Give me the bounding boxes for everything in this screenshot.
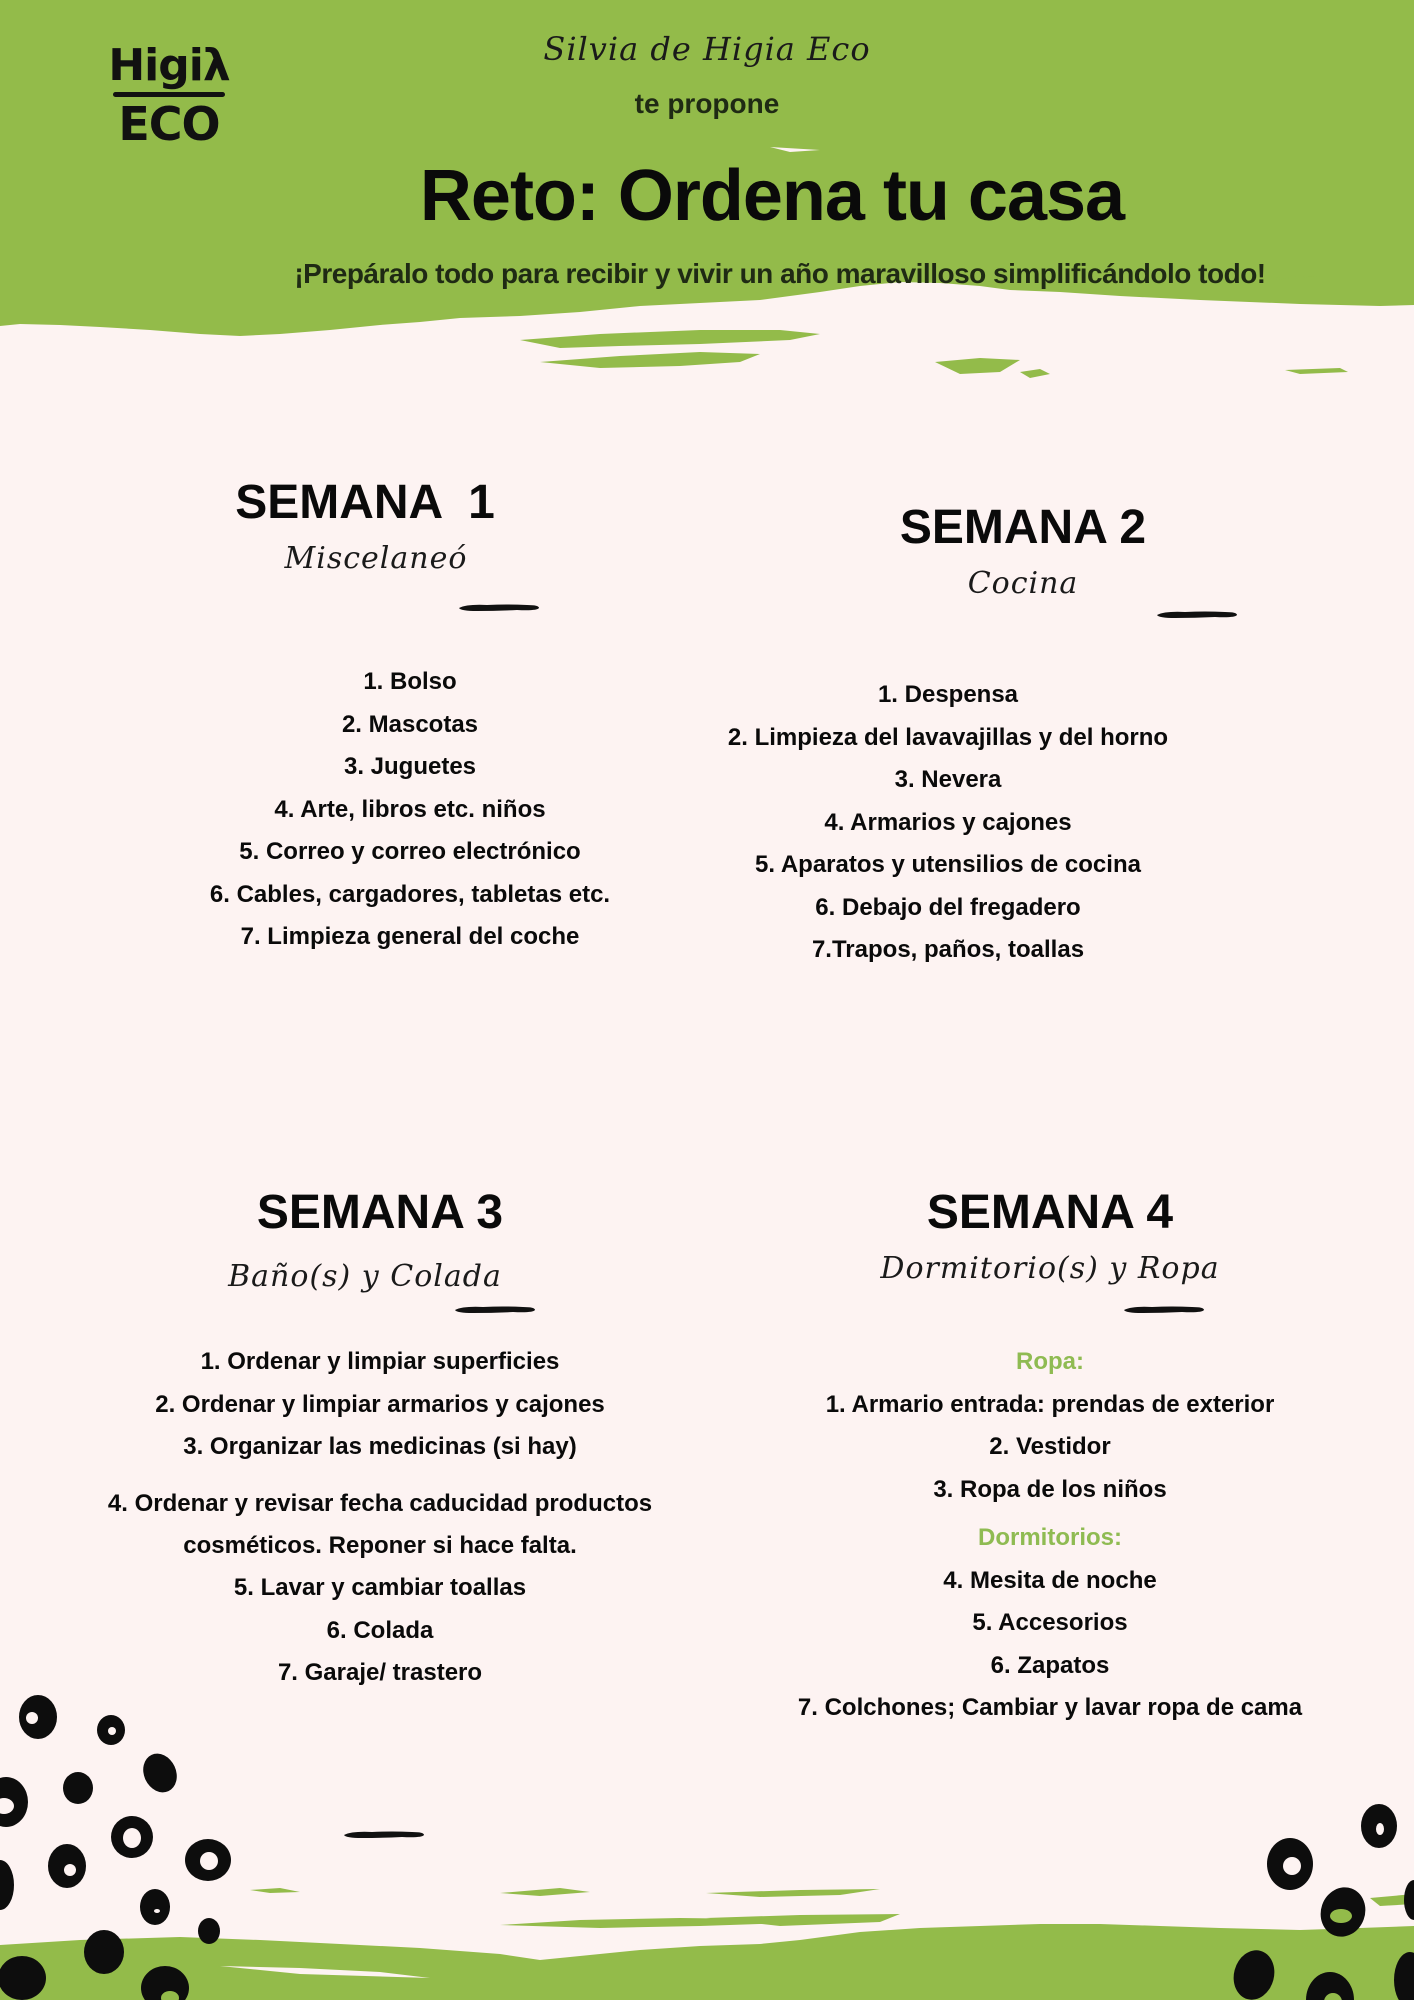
list-item: 1. Armario entrada: prendas de exterior [825,1390,1275,1418]
list-item: 3. Ropa de los niños [933,1475,1167,1503]
author-line [0,30,1414,68]
list-item: 6. Colada [326,1616,434,1644]
list-item: 4. Mesita de noche [943,1566,1157,1594]
list-item: 3. Nevera [894,766,1002,793]
category-heading-dormitorios: Dormitorios: [978,1524,1122,1551]
brush-divider [453,1305,537,1314]
brush-divider [1122,1305,1206,1314]
week-1-list [160,661,660,959]
week-4-title: SEMANA 4 [926,1186,1174,1239]
week-2-section [727,500,1348,972]
week-3-subtitle: Baño(s) y Colada [228,1259,502,1294]
page-title: Reto: Ordena tu casa [419,156,1125,236]
list-item: 6. Debajo del fregadero [815,893,1081,921]
brush-divider [457,603,541,612]
list-item: 2. Vestidor [989,1433,1111,1460]
logo-text-eco: ECO [118,97,220,151]
list-item: 4. Armarios y cajones [824,808,1072,836]
author-name: Silvia de Higia Eco [543,30,871,68]
list-item-continued: cosméticos. Reponer si hace falta. [183,1531,577,1559]
week-3-section [80,1185,680,1695]
logo-text-higia: Higiλ [108,40,230,91]
week-4-section [780,1185,1320,1730]
week-1-section [160,475,660,959]
week-2-list [698,674,1198,972]
list-item: 1. Despensa [877,681,1019,708]
list-item: 4. Ordenar y revisar fecha caducidad productos [107,1489,653,1517]
category-heading-ropa: Ropa: [1016,1348,1084,1375]
week-2-title: SEMANA 2 [899,501,1147,554]
week-3-list [80,1341,680,1695]
list-item: 5. Correo y correo electrónico [239,838,581,865]
list-item: 7.Trapos, paños, toallas [811,936,1085,963]
list-item: 3. Organizar las medicinas (si hay) [183,1433,577,1460]
page-subtitle: ¡Prepáralo todo para recibir y vivir un año maravilloso simplificándolo todo! [294,258,1266,289]
list-item: 7. Colchones; Cambiar y lavar ropa de cama [797,1694,1303,1721]
week-4-list [780,1341,1320,1730]
list-item: 7. Garaje/ trastero [277,1659,483,1686]
list-item: 5. Accesorios [972,1609,1128,1636]
week-1-title: SEMANA 1 [235,476,495,529]
brush-divider [1155,610,1239,619]
list-item: 2. Ordenar y limpiar armarios y cajones [155,1390,605,1418]
list-item: 1. Ordenar y limpiar superficies [200,1348,560,1375]
propone-text: te propone [634,88,780,119]
list-item: 1. Bolso [363,668,457,695]
list-item: 4. Arte, libros etc. niños [274,795,546,823]
week-1-subtitle: Miscelaneó [284,541,468,576]
list-item: 2. Mascotas [341,710,479,738]
list-item: 6. Zapatos [990,1651,1110,1679]
list-item: 2. Limpieza del lavavajillas y del horno [727,723,1169,751]
week-2-subtitle: Cocina [967,566,1079,601]
list-item: 5. Aparatos y utensilios de cocina [755,851,1141,878]
brush-divider-bottom [342,1830,426,1839]
list-item: 6. Cables, cargadores, tabletas etc. [209,880,611,908]
week-4-subtitle: Dormitorio(s) y Ropa [880,1251,1220,1286]
list-item: 3. Juguetes [343,753,477,780]
list-item: 7. Limpieza general del coche [240,923,580,950]
week-3-title: SEMANA 3 [256,1186,504,1239]
list-item: 5. Lavar y cambiar toallas [233,1574,527,1601]
